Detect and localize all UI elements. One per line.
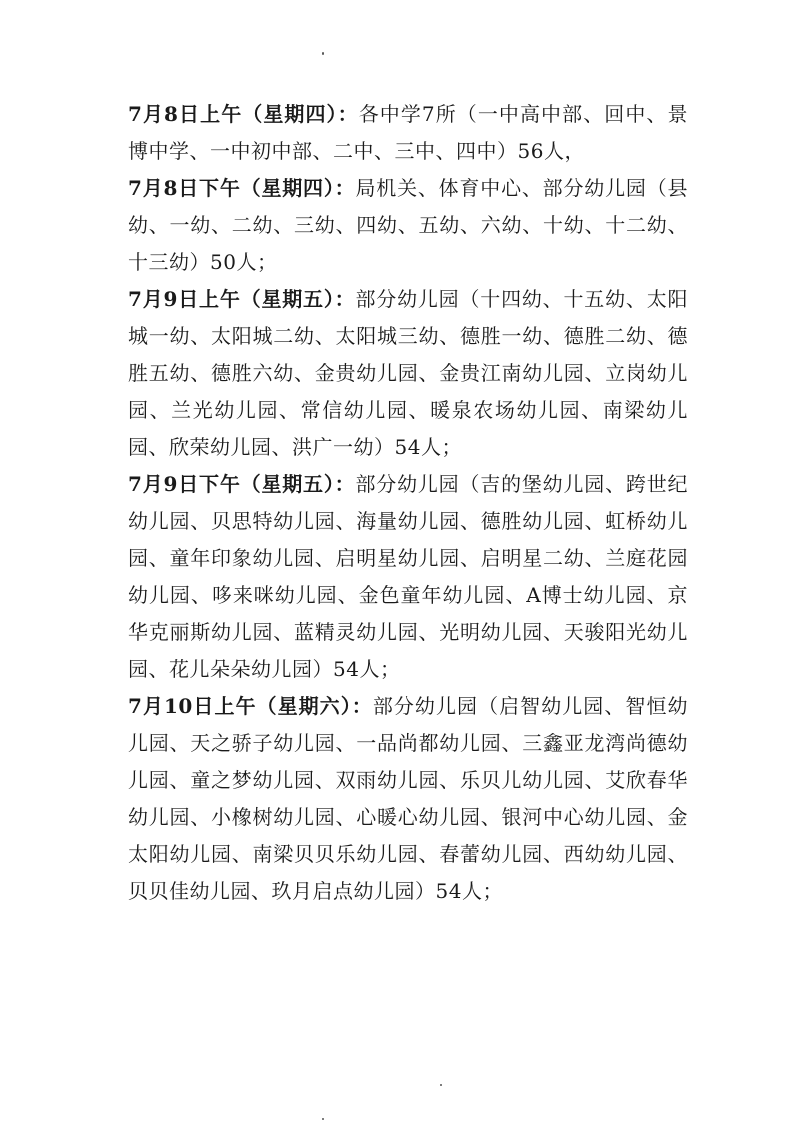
schedule-entry-heading: 7月10日上午（星期六）： xyxy=(128,694,373,718)
scan-speck xyxy=(322,52,324,55)
schedule-entry-heading: 7月9日上午（星期五）： xyxy=(128,287,356,311)
schedule-entry-body: 部分幼儿园（十四幼、十五幼、太阳城一幼、太阳城二幼、太阳城三幼、德胜一幼、德胜二幼、德胜五幼、德胜六幼、金贵幼儿园、金贵江南幼儿园、立岗幼儿园、兰光幼儿园、常信幼儿园、暖泉农场幼儿园、南梁幼儿园、欣荣幼儿园、洪广一幼）54人； xyxy=(128,287,688,459)
schedule-entry-jul8-pm xyxy=(128,170,688,281)
scan-speck xyxy=(440,1084,442,1086)
schedule-entry-jul9-am xyxy=(128,281,688,466)
schedule-entry-body: 部分幼儿园（吉的堡幼儿园、跨世纪幼儿园、贝思特幼儿园、海量幼儿园、德胜幼儿园、虹桥幼儿园、童年印象幼儿园、启明星幼儿园、启明星二幼、兰庭花园幼儿园、哆来咪幼儿园、金色童年幼儿园、A博士幼儿园、京华克丽斯幼儿园、蓝精灵幼儿园、光明幼儿园、天骏阳光幼儿园、花儿朵朵幼儿园）54人； xyxy=(128,472,688,681)
schedule-entry-jul8-am xyxy=(128,96,688,170)
schedule-entry-heading: 7月8日上午（星期四）： xyxy=(128,102,359,126)
schedule-entry-body: 局机关、体育中心、部分幼儿园（县幼、一幼、二幼、三幼、四幼、五幼、六幼、十幼、十二幼、十三幼）50人； xyxy=(128,176,688,274)
schedule-entry-body: 各中学7所（一中高中部、回中、景博中学、一中初中部、二中、三中、四中）56人， xyxy=(128,102,688,163)
schedule-list xyxy=(128,96,688,910)
schedule-entry-jul9-pm xyxy=(128,466,688,688)
schedule-entry-body: 部分幼儿园（启智幼儿园、智恒幼儿园、天之骄子幼儿园、一品尚都幼儿园、三鑫亚龙湾尚德幼儿园、童之梦幼儿园、双雨幼儿园、乐贝儿幼儿园、艾欣春华幼儿园、小橡树幼儿园、心暖心幼儿园、银河中心幼儿园、金太阳幼儿园、南梁贝贝乐幼儿园、春蕾幼儿园、西幼幼儿园、贝贝佳幼儿园、玖月启点幼儿园）54人； xyxy=(128,694,689,903)
scan-speck xyxy=(322,1118,324,1120)
schedule-entry-jul10-am xyxy=(128,688,688,910)
schedule-entry-heading: 7月8日下午（星期四）： xyxy=(128,176,356,200)
schedule-entry-heading: 7月9日下午（星期五）： xyxy=(128,472,356,496)
